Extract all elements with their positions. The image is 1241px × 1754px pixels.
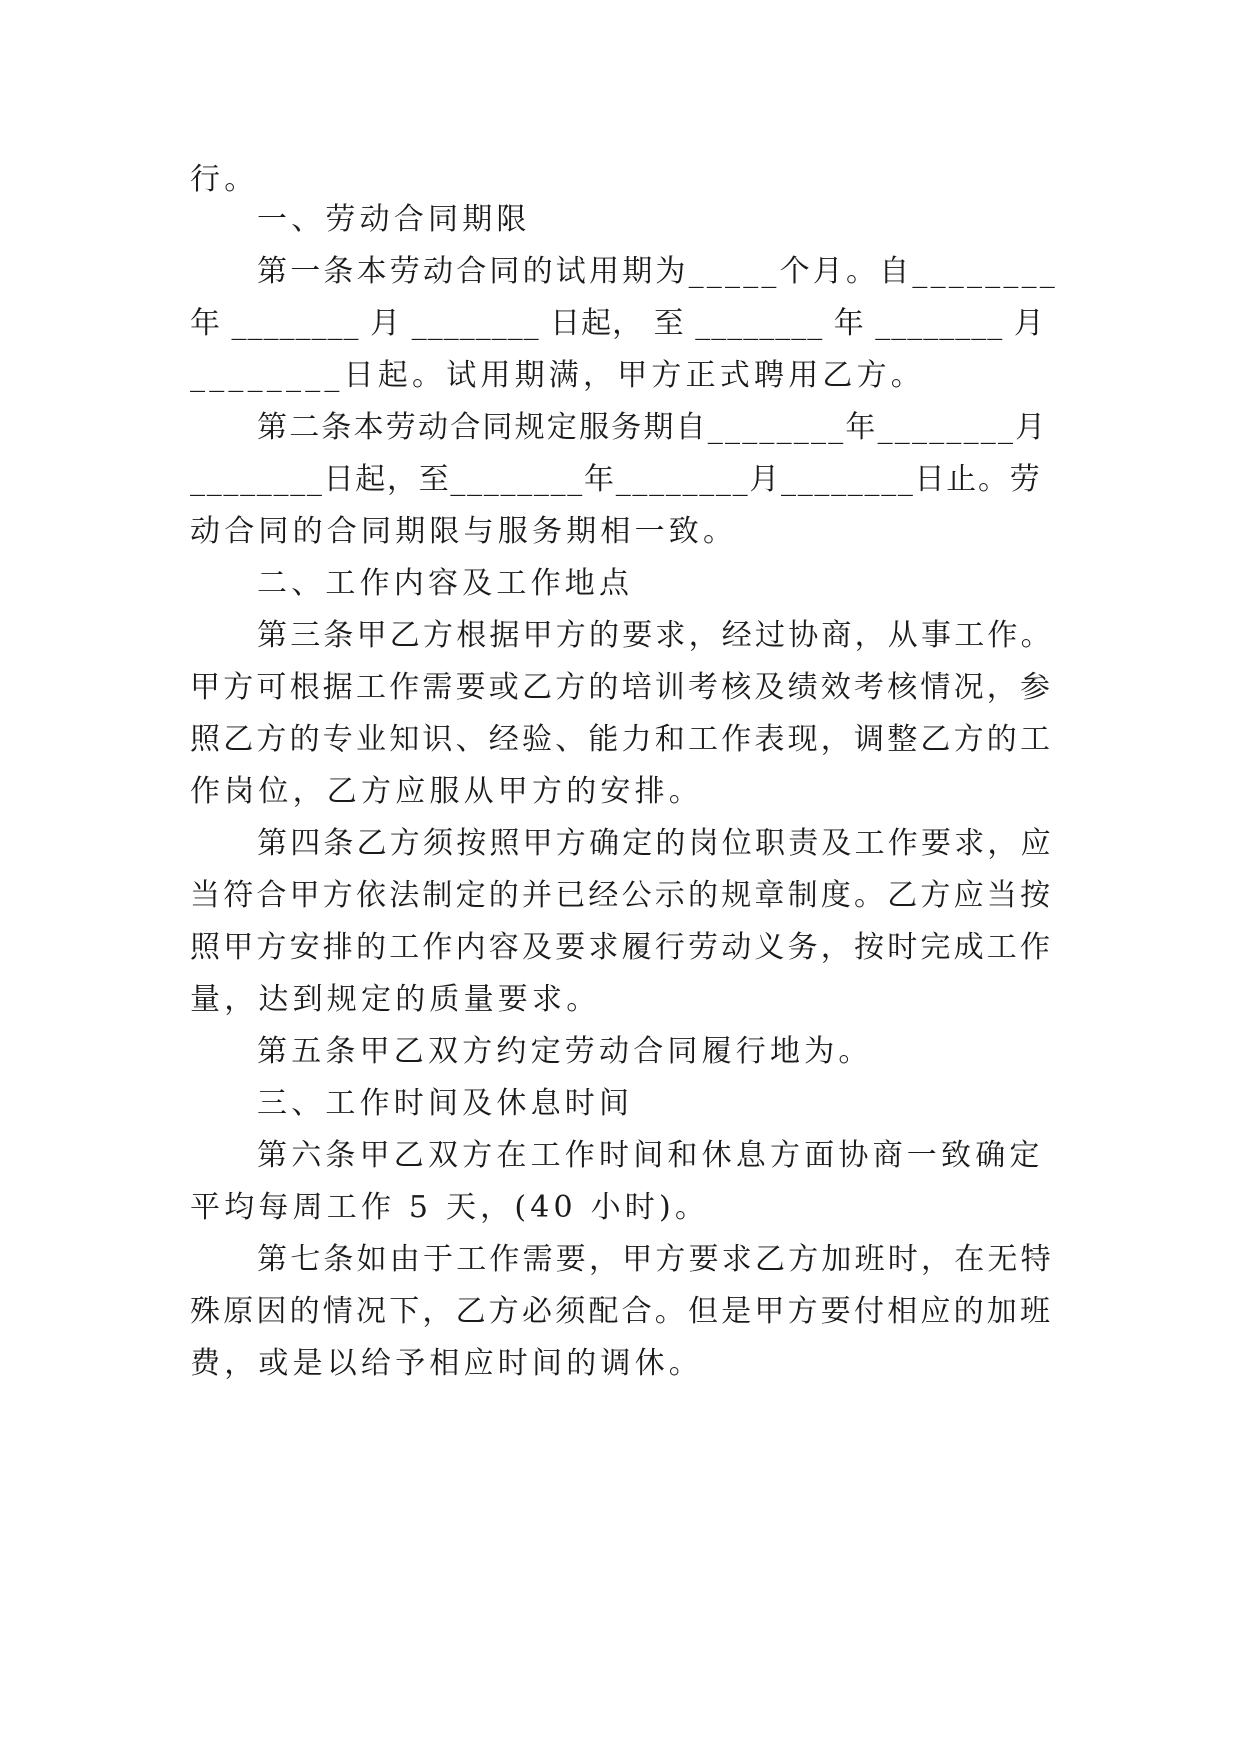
text-line: 第一条本劳动合同的试用期为_____个月。自________ [257, 254, 1058, 289]
text-line: ________日起，至________年________月________日止。劳 [190, 462, 1042, 497]
text-line: 动合同的合同期限与服务期相一致。 [190, 514, 738, 549]
text-line: 第六条甲乙双方在工作时间和休息方面协商一致确定 [257, 1138, 1044, 1173]
text-line: 第五条甲乙双方约定劳动合同履行地为。 [257, 1034, 873, 1069]
section-heading: 二、工作内容及工作地点 [257, 566, 634, 601]
text-line: 行。 [190, 162, 259, 197]
text-line: 量，达到规定的质量要求。 [190, 982, 601, 1017]
text-line: 甲方可根据工作需要或乙方的培训考核及绩效考核情况，参 [190, 670, 1054, 705]
section-heading: 三、工作时间及休息时间 [257, 1086, 634, 1121]
text-line: 作岗位，乙方应服从甲方的安排。 [190, 774, 703, 809]
text-line: 照乙方的专业知识、经验、能力和工作表现，调整乙方的工 [190, 722, 1054, 757]
text-line: 照甲方安排的工作内容及要求履行劳动义务，按时完成工作 [190, 930, 1054, 965]
text-line: 第二条本劳动合同规定服务期自________年________月 [257, 410, 1048, 445]
text-line: ________日起。试用期满，甲方正式聘用乙方。 [190, 358, 925, 393]
text-line: 当符合甲方依法制定的并已经公示的规章制度。乙方应当按 [190, 878, 1054, 913]
text-line: 第七条如由于工作需要，甲方要求乙方加班时，在无特 [257, 1242, 1054, 1277]
text-line: 第三条甲乙方根据甲方的要求，经过协商，从事工作。 [257, 618, 1054, 653]
section-heading: 一、劳动合同期限 [257, 202, 531, 237]
text-line: 第四条乙方须按照甲方确定的岗位职责及工作要求，应 [257, 826, 1054, 861]
text-line: 费，或是以给予相应时间的调休。 [190, 1346, 703, 1381]
text-line: 殊原因的情况下，乙方必须配合。但是甲方要付相应的加班 [190, 1294, 1054, 1329]
text-line: 平均每周工作 5 天，(40 小时)。 [190, 1190, 710, 1225]
text-line: 年 ________ 月 ________ 日起， 至 ________ 年 ________ 月 [190, 306, 1045, 341]
